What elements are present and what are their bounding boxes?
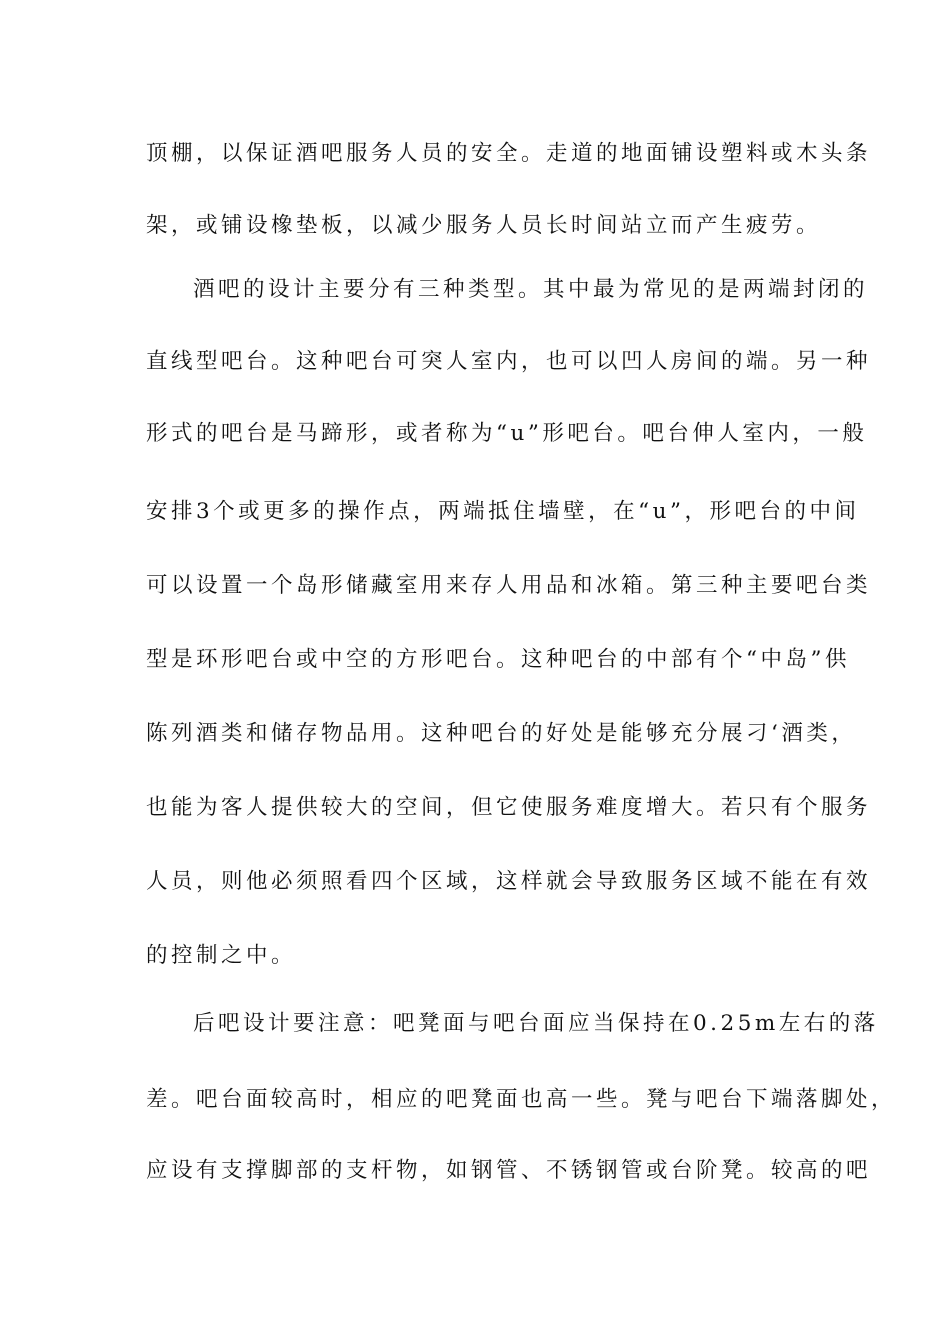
text-line: 的控制之中。 xyxy=(146,943,297,968)
text-line: 后吧设计要注意：吧凳面与吧台面应当保持在0.25m左右的落 xyxy=(193,1011,879,1036)
text-line: 人员，则他必须照看四个区域，这样就会导致服务区域不能在有效 xyxy=(146,869,872,894)
text-line: 可以设置一个岛形储藏室用来存人用品和冰箱。第三种主要吧台类 xyxy=(146,573,872,598)
text-line: 安排3个或更多的操作点，两端抵住墙壁，在“u”，形吧台的中间 xyxy=(146,499,860,524)
text-line: 形式的吧台是马蹄形，或者称为“u”形吧台。吧台伸人室内，一般 xyxy=(146,421,868,446)
text-line: 酒吧的设计主要分有三种类型。其中最为常见的是两端封闭的 xyxy=(193,277,869,302)
text-line: 应设有支撑脚部的支杆物，如钢管、不锈钢管或台阶凳。较高的吧 xyxy=(146,1158,872,1183)
text-line: 架，或铺设橡垫板，以减少服务人员长时间站立而产生疲劳。 xyxy=(146,213,822,238)
text-line: 陈列酒类和储存物品用。这种吧台的好处是能够充分展刁‘酒类， xyxy=(146,721,857,746)
text-line: 也能为客人提供较大的空间，但它使服务难度增大。若只有个服务 xyxy=(146,795,872,820)
text-line: 直线型吧台。这种吧台可突人室内，也可以凹人房间的端。另一种 xyxy=(146,349,872,374)
text-line: 型是环形吧台或中空的方形吧台。这种吧台的中部有个“中岛”供 xyxy=(146,647,850,672)
text-line: 顶棚，以保证酒吧服务人员的安全。走道的地面铺设塑料或木头条 xyxy=(146,141,872,166)
text-line: 差。吧台面较高时，相应的吧凳面也高一些。凳与吧台下端落脚处， xyxy=(146,1087,897,1112)
